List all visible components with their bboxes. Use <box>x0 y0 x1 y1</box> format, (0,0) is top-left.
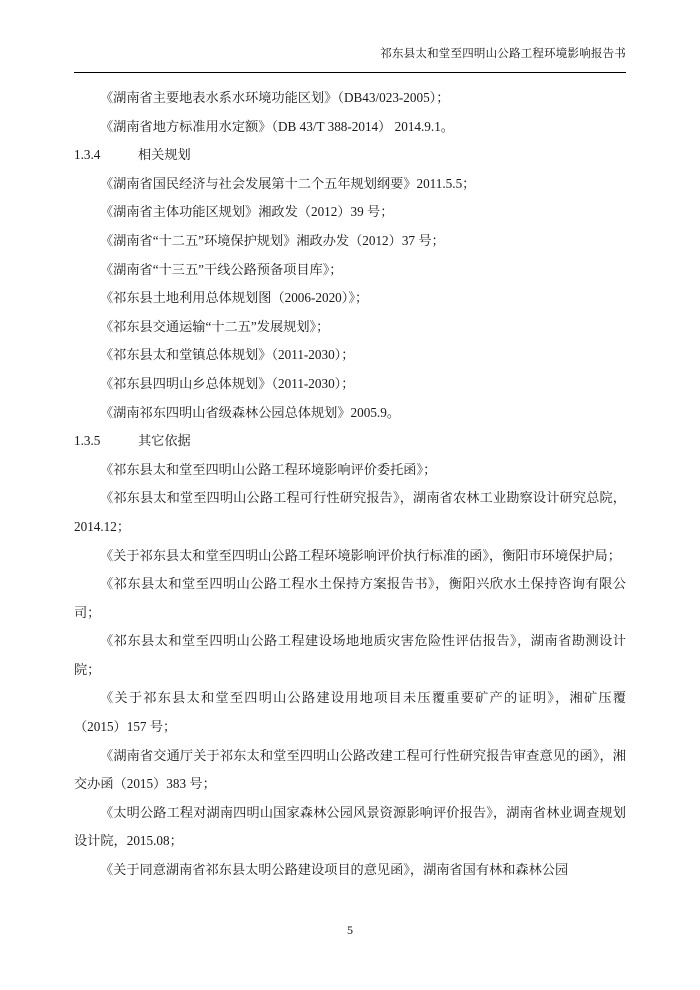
paragraph: 《关于祁东县太和堂至四明山公路建设用地项目未压覆重要矿产的证明》，湘矿压覆（2015）157 号； <box>74 690 626 735</box>
paragraph: 《太明公路工程对湖南四明山国家森林公园风景资源影响评价报告》，湖南省林业调查规划设计院，2015.08； <box>74 804 626 849</box>
paragraph: 《祁东县太和堂至四明山公路工程建设场地地质灾害危险性评估报告》，湖南省勘测设计院； <box>74 633 626 677</box>
paragraph: 《祁东县交通运输“十二五”发展规划》； <box>100 318 330 334</box>
section-number: 1.3.5 <box>74 433 101 449</box>
paragraph: 《祁东县太和堂至四明山公路工程可行性研究报告》，湖南省农林工业勘察设计研究总院，2014.12； <box>74 490 626 534</box>
paragraph: 《湖南省国民经济与社会发展第十二个五年规划纲要》2011.5.5； <box>100 175 476 191</box>
paragraph: 《祁东县太和堂至四明山公路工程环境影响评价委托函》； <box>100 461 437 477</box>
page-footer <box>0 923 700 938</box>
header-divider <box>74 72 626 73</box>
document-body <box>74 84 626 885</box>
paragraph: 《湖南省交通厅关于祁东太和堂至四明山公路改建工程可行性研究报告审查意见的函》，湘交办函（2015）383 号； <box>74 747 626 792</box>
paragraph: 《湖南祁东四明山省级森林公园总体规划》2005.9。 <box>100 404 401 420</box>
running-title: 祁东县太和堂至四明山公路工程环境影响报告书 <box>380 48 626 60</box>
paragraph: 《祁东县太和堂至四明山公路工程水土保持方案报告书》，衡阳兴欣水土保持咨询有限公司； <box>74 576 626 620</box>
paragraph: 《关于祁东县太和堂至四明山公路工程环境影响评价执行标准的函》，衡阳市环境保护局； <box>100 547 621 563</box>
page-number: 5 <box>347 923 353 937</box>
section-title: 其它依据 <box>138 433 191 449</box>
paragraph: 《湖南省地方标准用水定额》（DB 43/T 388-2014） 2014.9.1。 <box>100 118 454 134</box>
paragraph: 《湖南省主体功能区规划》湘政发（2012）39 号； <box>100 204 394 220</box>
section-title: 相关规划 <box>138 147 191 163</box>
section-heading <box>74 427 626 456</box>
paragraph: 《祁东县土地利用总体规划图（2006-2020）》； <box>100 290 369 306</box>
paragraph: 《湖南省“十三五”干线公路预备项目库》； <box>100 261 343 277</box>
paragraph: 《湖南省主要地表水系水环境功能区划》（DB43/023-2005）； <box>100 90 450 105</box>
paragraph: 《祁东县太和堂镇总体规划》（2011-2030）； <box>100 347 355 363</box>
paragraph: 《湖南省“十二五”环境保护规划》湘政办发（2012）37 号； <box>100 232 445 248</box>
paragraph: 《关于同意湖南省祁东县太明公路建设项目的意见函》，湖南省国有林和森林公园 <box>100 862 569 878</box>
paragraph: 《祁东县四明山乡总体规划》（2011-2030）； <box>100 375 355 391</box>
section-heading <box>74 141 626 170</box>
section-number: 1.3.4 <box>74 147 101 163</box>
page-header <box>74 46 626 62</box>
